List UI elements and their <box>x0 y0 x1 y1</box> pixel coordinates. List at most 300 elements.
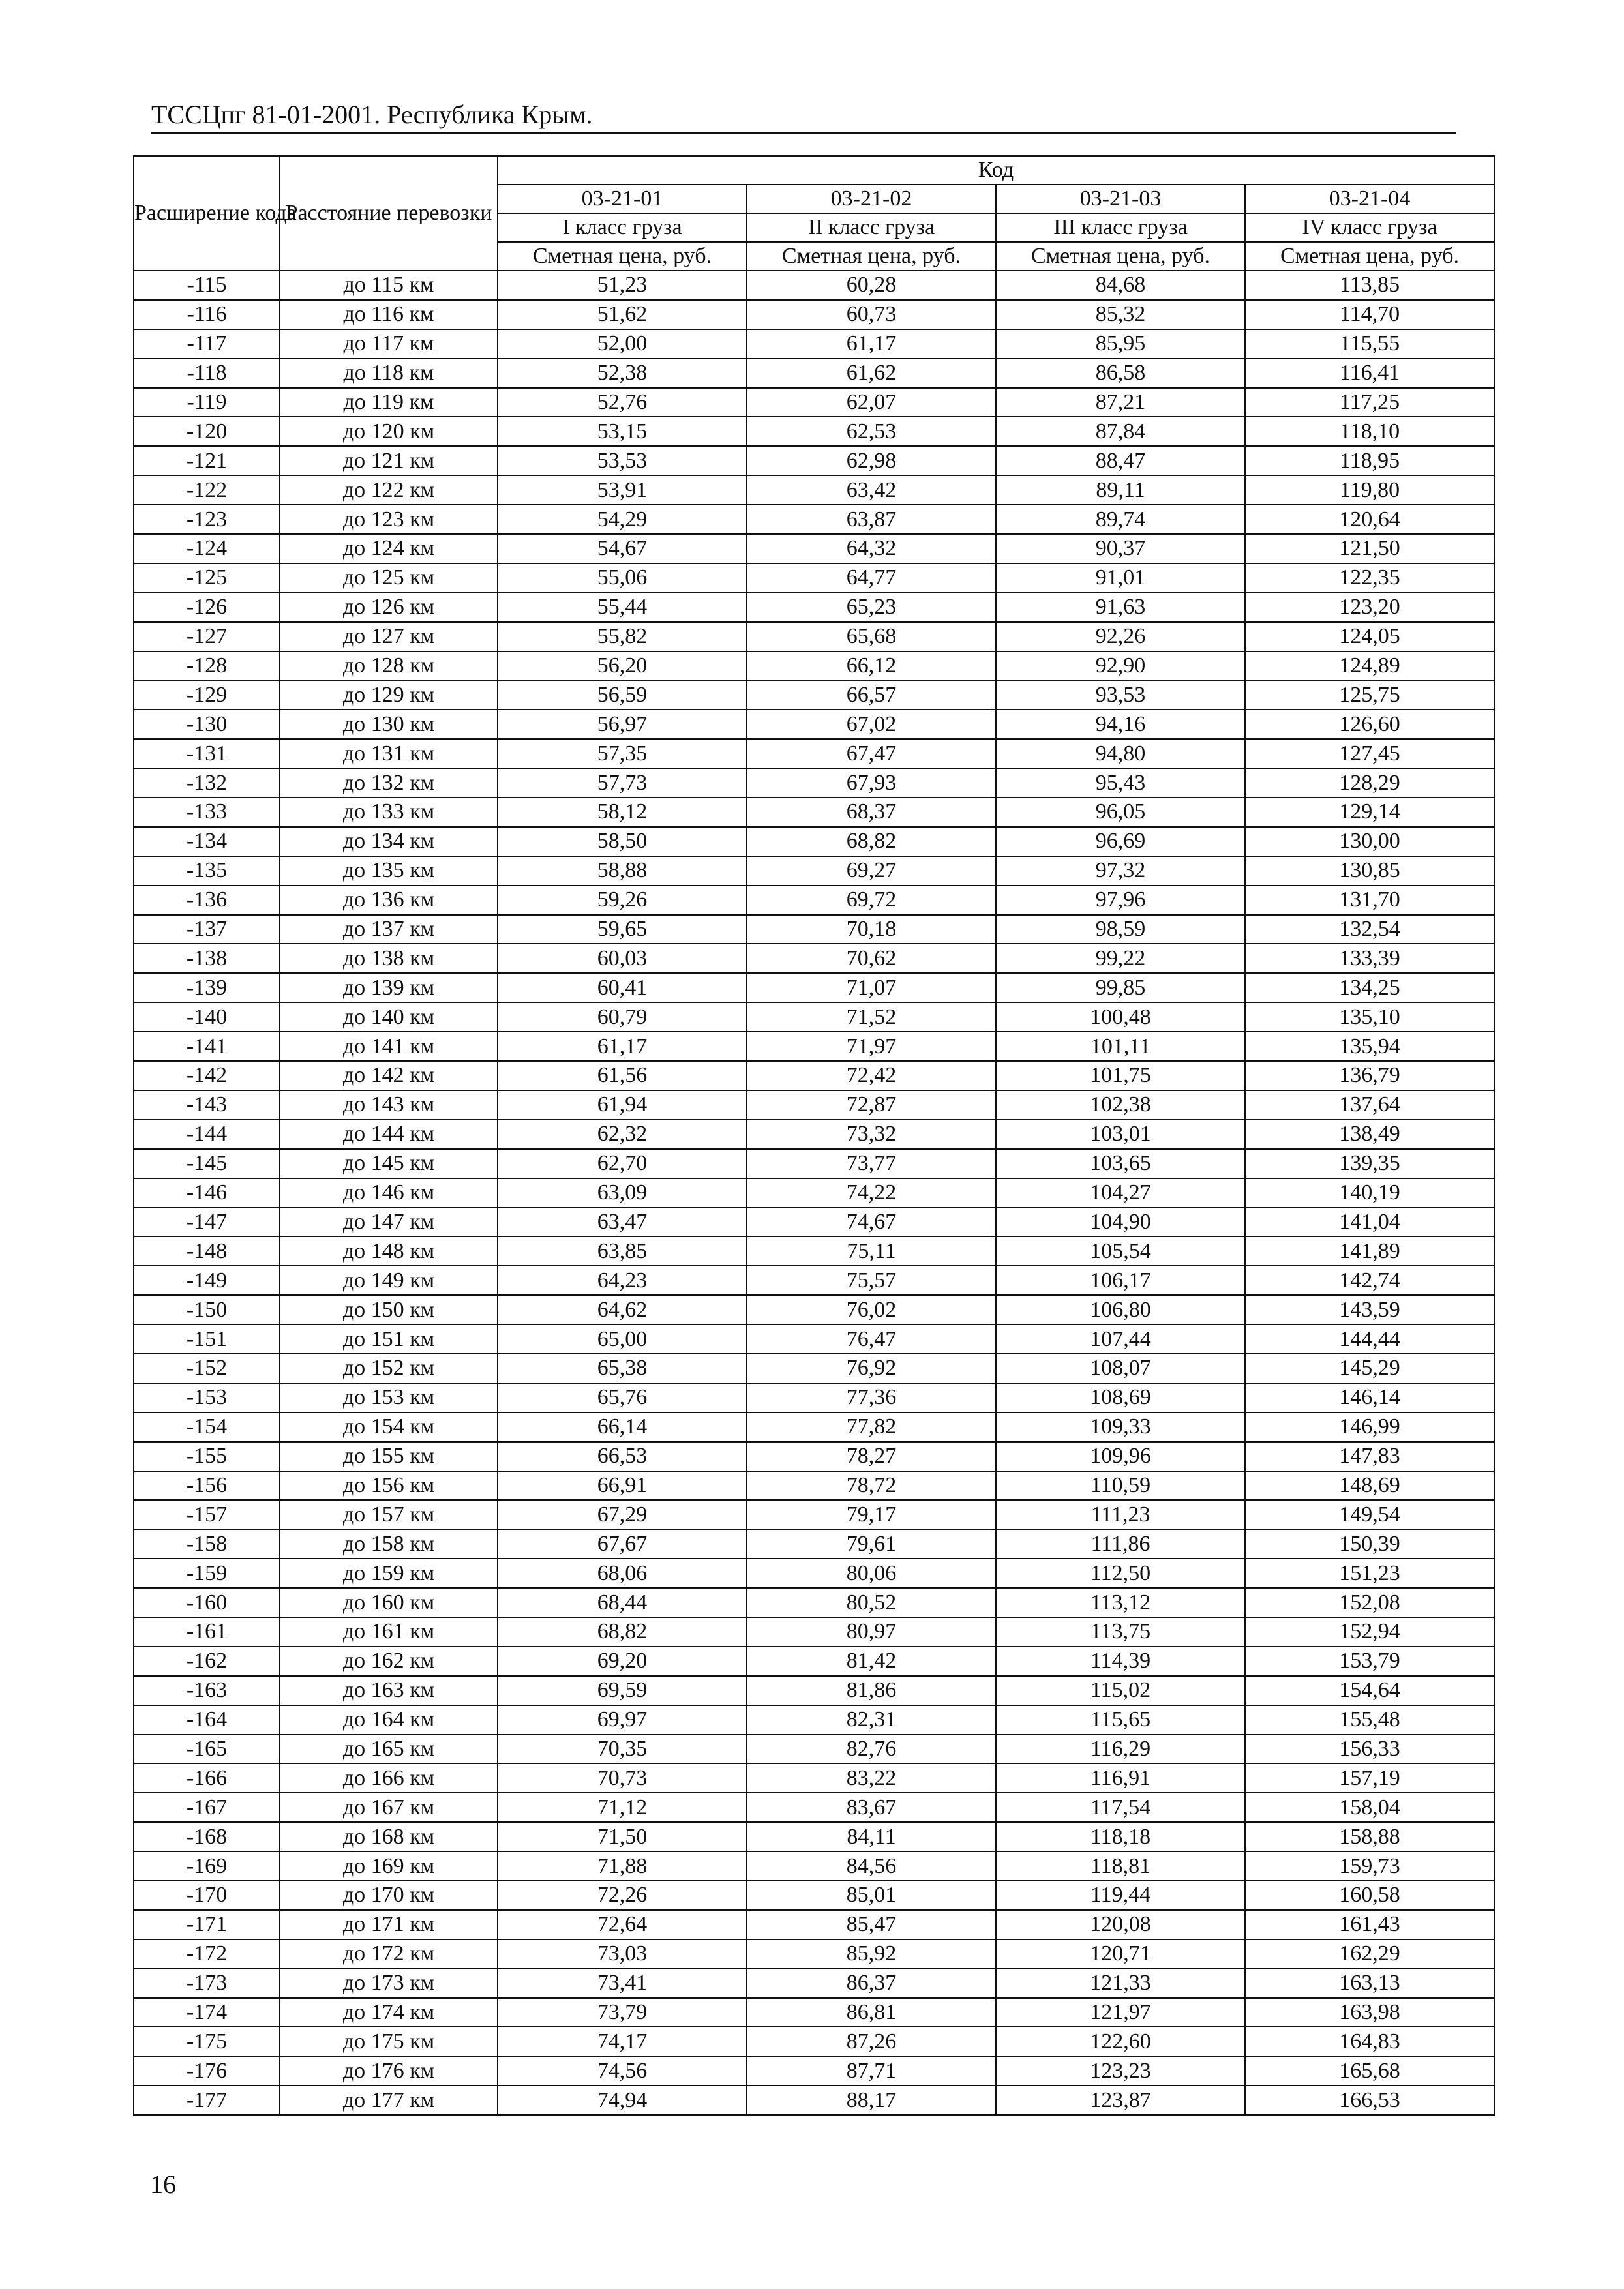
cell-price-class-2: 75,57 <box>747 1266 996 1295</box>
cell-distance: до 122 км <box>280 475 498 505</box>
cell-price-class-3: 99,85 <box>996 973 1245 1002</box>
cell-distance: до 120 км <box>280 417 498 446</box>
cell-price-class-2: 83,22 <box>747 1763 996 1793</box>
cell-code-extension: -174 <box>134 1998 280 2027</box>
table-row <box>134 300 1494 329</box>
cell-price-class-1: 54,29 <box>498 505 747 534</box>
header-rule <box>151 132 1456 134</box>
table-row <box>134 271 1494 300</box>
cell-code-extension: -147 <box>134 1208 280 1237</box>
cell-price-class-4: 153,79 <box>1245 1647 1494 1676</box>
cell-price-class-4: 118,10 <box>1245 417 1494 446</box>
cell-price-class-4: 146,99 <box>1245 1413 1494 1442</box>
column-header-price: Сметная цена, руб. <box>747 242 996 271</box>
table-row <box>134 798 1494 827</box>
cell-distance: до 134 км <box>280 827 498 856</box>
cell-price-class-3: 87,21 <box>996 388 1245 417</box>
cell-distance: до 155 км <box>280 1442 498 1471</box>
cell-distance: до 128 км <box>280 651 498 681</box>
cell-price-class-2: 85,01 <box>747 1881 996 1910</box>
cell-code-extension: -121 <box>134 446 280 475</box>
table-row <box>134 1090 1494 1120</box>
cell-code-extension: -166 <box>134 1763 280 1793</box>
cell-price-class-4: 141,89 <box>1245 1236 1494 1266</box>
table-row <box>134 1881 1494 1910</box>
column-header-code: 03-21-03 <box>996 185 1245 213</box>
cell-distance: до 121 км <box>280 446 498 475</box>
column-header-price: Сметная цена, руб. <box>996 242 1245 271</box>
cell-code-extension: -130 <box>134 710 280 739</box>
page-number: 16 <box>150 2170 176 2199</box>
cell-distance: до 176 км <box>280 2056 498 2086</box>
cell-price-class-3: 85,32 <box>996 300 1245 329</box>
cell-price-class-1: 73,79 <box>498 1998 747 2027</box>
cell-distance: до 163 км <box>280 1676 498 1705</box>
cell-price-class-3: 109,33 <box>996 1413 1245 1442</box>
cell-code-extension: -176 <box>134 2056 280 2086</box>
cell-code-extension: -120 <box>134 417 280 446</box>
cell-price-class-4: 159,73 <box>1245 1851 1494 1881</box>
cell-price-class-3: 111,86 <box>996 1529 1245 1559</box>
cell-price-class-4: 116,41 <box>1245 359 1494 388</box>
cell-price-class-4: 115,55 <box>1245 329 1494 359</box>
cell-price-class-2: 63,87 <box>747 505 996 534</box>
table-row <box>134 856 1494 886</box>
cell-code-extension: -119 <box>134 388 280 417</box>
cell-price-class-1: 59,65 <box>498 915 747 944</box>
cell-price-class-3: 108,69 <box>996 1383 1245 1413</box>
table-row <box>134 944 1494 973</box>
column-header-cargo-class: I класс груза <box>498 213 747 242</box>
column-header-distance: Расстояние перевозки <box>280 156 498 271</box>
column-header-price: Сметная цена, руб. <box>1245 242 1494 271</box>
table-row <box>134 593 1494 622</box>
column-header-price: Сметная цена, руб. <box>498 242 747 271</box>
cell-price-class-2: 81,42 <box>747 1647 996 1676</box>
cell-price-class-3: 119,44 <box>996 1881 1245 1910</box>
cell-code-extension: -146 <box>134 1178 280 1208</box>
cell-price-class-2: 73,32 <box>747 1120 996 1149</box>
cell-price-class-4: 136,79 <box>1245 1061 1494 1090</box>
cell-price-class-1: 53,15 <box>498 417 747 446</box>
cell-code-extension: -129 <box>134 680 280 710</box>
cell-code-extension: -177 <box>134 2086 280 2115</box>
cell-price-class-1: 52,76 <box>498 388 747 417</box>
cell-price-class-4: 124,05 <box>1245 622 1494 651</box>
cell-price-class-2: 66,12 <box>747 651 996 681</box>
cell-price-class-3: 121,97 <box>996 1998 1245 2027</box>
cell-price-class-3: 87,84 <box>996 417 1245 446</box>
cell-price-class-4: 139,35 <box>1245 1149 1494 1178</box>
cell-distance: до 159 км <box>280 1559 498 1588</box>
table-row <box>134 1266 1494 1295</box>
cell-price-class-4: 164,83 <box>1245 2027 1494 2056</box>
cell-price-class-4: 120,64 <box>1245 505 1494 534</box>
table-row <box>134 1471 1494 1501</box>
cell-distance: до 145 км <box>280 1149 498 1178</box>
cell-price-class-4: 149,54 <box>1245 1500 1494 1529</box>
cell-price-class-2: 71,07 <box>747 973 996 1002</box>
cell-price-class-2: 85,92 <box>747 1939 996 1969</box>
cell-price-class-3: 123,87 <box>996 2086 1245 2115</box>
cell-price-class-3: 114,39 <box>996 1647 1245 1676</box>
cell-price-class-4: 122,35 <box>1245 563 1494 593</box>
cell-price-class-4: 130,85 <box>1245 856 1494 886</box>
cell-price-class-4: 155,48 <box>1245 1705 1494 1735</box>
cell-price-class-1: 52,38 <box>498 359 747 388</box>
cell-price-class-1: 71,88 <box>498 1851 747 1881</box>
cell-price-class-1: 74,56 <box>498 2056 747 2086</box>
cell-price-class-3: 98,59 <box>996 915 1245 944</box>
cell-code-extension: -149 <box>134 1266 280 1295</box>
cell-price-class-2: 64,77 <box>747 563 996 593</box>
cell-price-class-4: 166,53 <box>1245 2086 1494 2115</box>
cell-price-class-1: 64,62 <box>498 1295 747 1324</box>
cell-distance: до 133 км <box>280 798 498 827</box>
cell-price-class-4: 161,43 <box>1245 1910 1494 1939</box>
cell-price-class-3: 122,60 <box>996 2027 1245 2056</box>
cell-price-class-4: 130,00 <box>1245 827 1494 856</box>
table-row <box>134 1763 1494 1793</box>
cell-price-class-4: 160,58 <box>1245 1881 1494 1910</box>
cell-code-extension: -169 <box>134 1851 280 1881</box>
table-row <box>134 1324 1494 1354</box>
cell-price-class-1: 66,53 <box>498 1442 747 1471</box>
cell-price-class-4: 152,08 <box>1245 1588 1494 1617</box>
cell-price-class-4: 127,45 <box>1245 739 1494 768</box>
cell-price-class-1: 66,14 <box>498 1413 747 1442</box>
table-row <box>134 359 1494 388</box>
cell-price-class-4: 123,20 <box>1245 593 1494 622</box>
cell-price-class-3: 104,27 <box>996 1178 1245 1208</box>
cell-price-class-4: 148,69 <box>1245 1471 1494 1501</box>
cell-code-extension: -160 <box>134 1588 280 1617</box>
cell-code-extension: -161 <box>134 1617 280 1647</box>
cell-code-extension: -141 <box>134 1032 280 1061</box>
cell-price-class-2: 77,36 <box>747 1383 996 1413</box>
cell-price-class-4: 135,94 <box>1245 1032 1494 1061</box>
cell-price-class-1: 52,00 <box>498 329 747 359</box>
cell-price-class-1: 74,94 <box>498 2086 747 2115</box>
cell-price-class-4: 135,10 <box>1245 1002 1494 1032</box>
cell-code-extension: -124 <box>134 534 280 563</box>
cell-price-class-4: 129,14 <box>1245 798 1494 827</box>
cell-price-class-4: 114,70 <box>1245 300 1494 329</box>
cell-price-class-3: 107,44 <box>996 1324 1245 1354</box>
table-row <box>134 1120 1494 1149</box>
cell-price-class-4: 137,64 <box>1245 1090 1494 1120</box>
table-row <box>134 1910 1494 1939</box>
cell-price-class-3: 84,68 <box>996 271 1245 300</box>
cell-price-class-4: 126,60 <box>1245 710 1494 739</box>
table-row <box>134 768 1494 798</box>
cell-distance: до 140 км <box>280 1002 498 1032</box>
table-row <box>134 1002 1494 1032</box>
cell-price-class-1: 67,29 <box>498 1500 747 1529</box>
table-row <box>134 446 1494 475</box>
cell-code-extension: -145 <box>134 1149 280 1178</box>
table-row <box>134 1208 1494 1237</box>
cell-price-class-3: 91,01 <box>996 563 1245 593</box>
cell-code-extension: -168 <box>134 1822 280 1851</box>
cell-price-class-2: 83,67 <box>747 1793 996 1822</box>
table-row <box>134 1559 1494 1588</box>
cell-price-class-3: 92,26 <box>996 622 1245 651</box>
cell-price-class-3: 108,07 <box>996 1354 1245 1383</box>
table-row <box>134 329 1494 359</box>
table-row <box>134 1676 1494 1705</box>
cell-price-class-3: 104,90 <box>996 1208 1245 1237</box>
cell-distance: до 157 км <box>280 1500 498 1529</box>
cell-price-class-1: 53,91 <box>498 475 747 505</box>
table-row <box>134 1295 1494 1324</box>
cell-price-class-1: 69,97 <box>498 1705 747 1735</box>
cell-price-class-2: 72,42 <box>747 1061 996 1090</box>
cell-code-extension: -148 <box>134 1236 280 1266</box>
cell-distance: до 150 км <box>280 1295 498 1324</box>
table-row <box>134 1617 1494 1647</box>
cell-price-class-2: 64,32 <box>747 534 996 563</box>
cell-price-class-4: 134,25 <box>1245 973 1494 1002</box>
cell-price-class-2: 68,82 <box>747 827 996 856</box>
cell-price-class-4: 163,13 <box>1245 1969 1494 1998</box>
cell-price-class-2: 84,56 <box>747 1851 996 1881</box>
table-row <box>134 1529 1494 1559</box>
cell-price-class-4: 119,80 <box>1245 475 1494 505</box>
cell-price-class-2: 60,73 <box>747 300 996 329</box>
cell-price-class-2: 67,47 <box>747 739 996 768</box>
cell-distance: до 160 км <box>280 1588 498 1617</box>
cell-code-extension: -144 <box>134 1120 280 1149</box>
cell-distance: до 175 км <box>280 2027 498 2056</box>
cell-code-extension: -164 <box>134 1705 280 1735</box>
table-row <box>134 710 1494 739</box>
cell-distance: до 173 км <box>280 1969 498 1998</box>
cell-distance: до 148 км <box>280 1236 498 1266</box>
table-row <box>134 973 1494 1002</box>
cell-distance: до 116 км <box>280 300 498 329</box>
cell-distance: до 158 км <box>280 1529 498 1559</box>
cell-price-class-1: 58,50 <box>498 827 747 856</box>
cell-distance: до 131 км <box>280 739 498 768</box>
cell-price-class-1: 68,44 <box>498 1588 747 1617</box>
cell-price-class-2: 77,82 <box>747 1413 996 1442</box>
cell-code-extension: -143 <box>134 1090 280 1120</box>
cell-price-class-2: 62,53 <box>747 417 996 446</box>
table-row <box>134 1998 1494 2027</box>
cell-price-class-2: 82,76 <box>747 1735 996 1764</box>
cell-distance: до 153 км <box>280 1383 498 1413</box>
cell-distance: до 144 км <box>280 1120 498 1149</box>
cell-price-class-2: 86,37 <box>747 1969 996 1998</box>
cell-price-class-1: 65,00 <box>498 1324 747 1354</box>
cell-code-extension: -142 <box>134 1061 280 1090</box>
cell-distance: до 177 км <box>280 2086 498 2115</box>
cell-price-class-2: 66,57 <box>747 680 996 710</box>
cell-distance: до 125 км <box>280 563 498 593</box>
cell-distance: до 136 км <box>280 886 498 915</box>
cell-distance: до 172 км <box>280 1939 498 1969</box>
cell-price-class-1: 67,67 <box>498 1529 747 1559</box>
cell-code-extension: -137 <box>134 915 280 944</box>
cell-price-class-2: 67,02 <box>747 710 996 739</box>
cell-price-class-3: 109,96 <box>996 1442 1245 1471</box>
cell-price-class-3: 89,11 <box>996 475 1245 505</box>
cell-distance: до 124 км <box>280 534 498 563</box>
table-row <box>134 1705 1494 1735</box>
column-header-cargo-class: II класс груза <box>747 213 996 242</box>
cell-price-class-2: 72,87 <box>747 1090 996 1120</box>
cell-code-extension: -153 <box>134 1383 280 1413</box>
cell-price-class-2: 87,26 <box>747 2027 996 2056</box>
cell-price-class-3: 118,18 <box>996 1822 1245 1851</box>
table-row <box>134 1939 1494 1969</box>
cell-price-class-1: 53,53 <box>498 446 747 475</box>
table-row <box>134 534 1494 563</box>
cell-price-class-1: 65,38 <box>498 1354 747 1383</box>
cell-price-class-4: 121,50 <box>1245 534 1494 563</box>
cell-code-extension: -155 <box>134 1442 280 1471</box>
table-row <box>134 1500 1494 1529</box>
cell-distance: до 166 км <box>280 1763 498 1793</box>
cell-code-extension: -152 <box>134 1354 280 1383</box>
table-row <box>134 886 1494 915</box>
cell-price-class-1: 73,41 <box>498 1969 747 1998</box>
cell-code-extension: -159 <box>134 1559 280 1588</box>
cell-price-class-2: 76,02 <box>747 1295 996 1324</box>
cell-price-class-2: 74,22 <box>747 1178 996 1208</box>
cell-distance: до 164 км <box>280 1705 498 1735</box>
cell-price-class-1: 72,26 <box>498 1881 747 1910</box>
cell-distance: до 165 км <box>280 1735 498 1764</box>
cell-price-class-1: 55,06 <box>498 563 747 593</box>
cell-price-class-1: 58,88 <box>498 856 747 886</box>
table-row <box>134 1413 1494 1442</box>
cell-price-class-2: 71,97 <box>747 1032 996 1061</box>
cell-price-class-4: 158,88 <box>1245 1822 1494 1851</box>
cell-price-class-3: 92,90 <box>996 651 1245 681</box>
cell-price-class-1: 73,03 <box>498 1939 747 1969</box>
cell-distance: до 123 км <box>280 505 498 534</box>
cell-distance: до 168 км <box>280 1822 498 1851</box>
table-row <box>134 1969 1494 1998</box>
cell-price-class-2: 69,27 <box>747 856 996 886</box>
cell-price-class-3: 103,65 <box>996 1149 1245 1178</box>
table-row <box>134 915 1494 944</box>
cell-distance: до 139 км <box>280 973 498 1002</box>
cell-code-extension: -158 <box>134 1529 280 1559</box>
cell-distance: до 129 км <box>280 680 498 710</box>
cell-price-class-1: 59,26 <box>498 886 747 915</box>
cell-price-class-1: 55,44 <box>498 593 747 622</box>
table-row <box>134 1588 1494 1617</box>
cell-code-extension: -132 <box>134 768 280 798</box>
table-row <box>134 651 1494 681</box>
table-row <box>134 1793 1494 1822</box>
cell-price-class-1: 55,82 <box>498 622 747 651</box>
cell-distance: до 162 км <box>280 1647 498 1676</box>
table-row <box>134 2086 1494 2115</box>
cell-price-class-3: 85,95 <box>996 329 1245 359</box>
cell-price-class-2: 71,52 <box>747 1002 996 1032</box>
cell-code-extension: -156 <box>134 1471 280 1501</box>
cell-code-extension: -172 <box>134 1939 280 1969</box>
cell-price-class-4: 142,74 <box>1245 1266 1494 1295</box>
cell-code-extension: -167 <box>134 1793 280 1822</box>
cell-price-class-1: 68,82 <box>498 1617 747 1647</box>
cell-price-class-3: 90,37 <box>996 534 1245 563</box>
cell-price-class-3: 89,74 <box>996 505 1245 534</box>
cell-price-class-1: 62,32 <box>498 1120 747 1149</box>
cell-distance: до 161 км <box>280 1617 498 1647</box>
table-row <box>134 1383 1494 1413</box>
cell-price-class-3: 105,54 <box>996 1236 1245 1266</box>
cell-price-class-4: 124,89 <box>1245 651 1494 681</box>
cell-price-class-2: 85,47 <box>747 1910 996 1939</box>
cell-price-class-4: 133,39 <box>1245 944 1494 973</box>
cell-price-class-3: 115,02 <box>996 1676 1245 1705</box>
cell-price-class-4: 128,29 <box>1245 768 1494 798</box>
cell-code-extension: -173 <box>134 1969 280 1998</box>
table-row <box>134 1354 1494 1383</box>
cell-price-class-2: 86,81 <box>747 1998 996 2027</box>
cell-price-class-4: 163,98 <box>1245 1998 1494 2027</box>
cell-price-class-3: 99,22 <box>996 944 1245 973</box>
cell-price-class-4: 117,25 <box>1245 388 1494 417</box>
cell-price-class-1: 71,50 <box>498 1822 747 1851</box>
table-row <box>134 417 1494 446</box>
cell-price-class-1: 74,17 <box>498 2027 747 2056</box>
cell-price-class-3: 94,16 <box>996 710 1245 739</box>
cell-price-class-4: 165,68 <box>1245 2056 1494 2086</box>
cell-price-class-1: 56,59 <box>498 680 747 710</box>
cell-price-class-4: 132,54 <box>1245 915 1494 944</box>
cell-code-extension: -118 <box>134 359 280 388</box>
cell-distance: до 174 км <box>280 1998 498 2027</box>
cell-distance: до 142 км <box>280 1061 498 1090</box>
cell-price-class-2: 61,17 <box>747 329 996 359</box>
cell-price-class-1: 51,23 <box>498 271 747 300</box>
cell-distance: до 149 км <box>280 1266 498 1295</box>
cell-code-extension: -175 <box>134 2027 280 2056</box>
table-row <box>134 622 1494 651</box>
cell-price-class-4: 152,94 <box>1245 1617 1494 1647</box>
cell-price-class-1: 69,59 <box>498 1676 747 1705</box>
cell-price-class-1: 57,73 <box>498 768 747 798</box>
cell-price-class-3: 117,54 <box>996 1793 1245 1822</box>
cell-price-class-4: 125,75 <box>1245 680 1494 710</box>
cell-code-extension: -131 <box>134 739 280 768</box>
page-header <box>151 93 1456 133</box>
cell-distance: до 118 км <box>280 359 498 388</box>
cell-price-class-4: 162,29 <box>1245 1939 1494 1969</box>
cell-price-class-2: 68,37 <box>747 798 996 827</box>
column-header-code: 03-21-04 <box>1245 185 1494 213</box>
cell-distance: до 171 км <box>280 1910 498 1939</box>
cell-price-class-1: 61,56 <box>498 1061 747 1090</box>
cell-price-class-1: 56,97 <box>498 710 747 739</box>
cell-price-class-4: 146,14 <box>1245 1383 1494 1413</box>
cell-code-extension: -140 <box>134 1002 280 1032</box>
cell-code-extension: -128 <box>134 651 280 681</box>
cell-price-class-1: 54,67 <box>498 534 747 563</box>
cell-price-class-3: 106,17 <box>996 1266 1245 1295</box>
table-row <box>134 1735 1494 1764</box>
cell-price-class-1: 70,73 <box>498 1763 747 1793</box>
price-table <box>133 155 1495 2116</box>
cell-distance: до 167 км <box>280 1793 498 1822</box>
cell-distance: до 117 км <box>280 329 498 359</box>
